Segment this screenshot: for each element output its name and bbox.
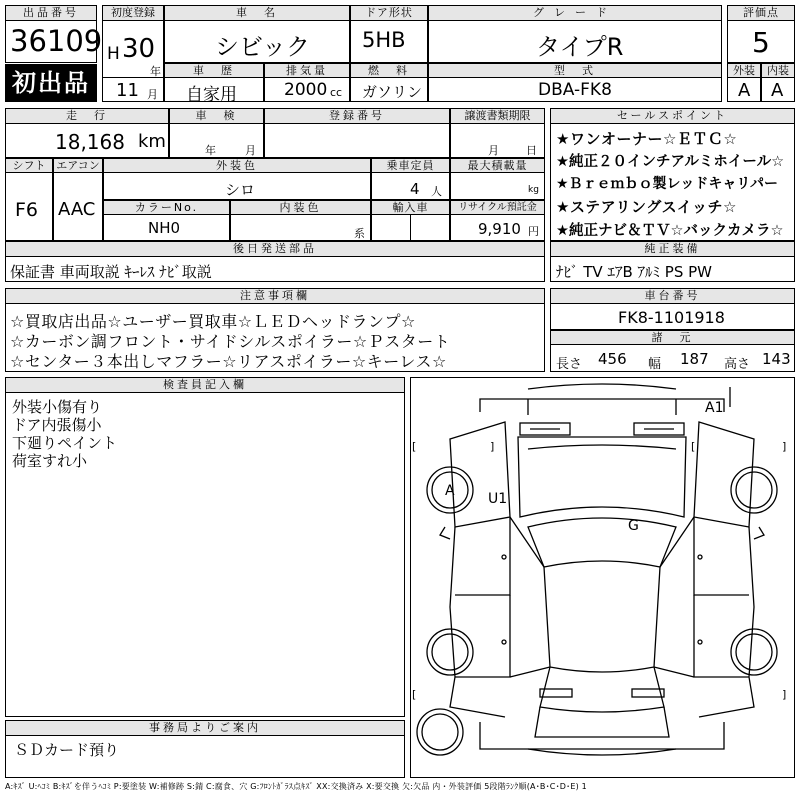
import-divider bbox=[410, 215, 411, 241]
bracket-close: ] bbox=[782, 688, 787, 701]
inspector-note: 荷室すれ小 bbox=[12, 452, 88, 470]
max-load-label: 最大積載量 bbox=[450, 158, 545, 173]
recycle-unit: 円 bbox=[528, 225, 539, 238]
registration-month: 11 bbox=[116, 80, 139, 101]
later-parts: 保証書 車両取説 ｷｰﾚｽ ﾅﾋﾞ取説 bbox=[10, 263, 212, 281]
later-parts-label: 後日発送部品 bbox=[5, 241, 545, 257]
ac-label: エアコン bbox=[53, 158, 103, 173]
inspection-month-unit: 月 bbox=[245, 144, 256, 157]
damage-mark-a1: A1 bbox=[705, 400, 724, 416]
shift-label: シフト bbox=[5, 158, 53, 173]
sales-point: ★ステアリングスイッチ☆ bbox=[556, 198, 737, 216]
displacement-label: 排気量 bbox=[264, 63, 350, 78]
transfer-deadline-label: 譲渡書類期限 bbox=[450, 108, 545, 124]
displacement: 2000 bbox=[284, 80, 328, 100]
mileage: 18,168 bbox=[55, 130, 125, 154]
damage-mark-u1: U1 bbox=[488, 491, 508, 507]
damage-mark-g: G bbox=[628, 518, 639, 534]
inspector-label: 検査員記入欄 bbox=[5, 377, 405, 393]
sales-point: ★Ｂｒｅｍｂｏ製レッドキャリパー bbox=[556, 176, 778, 192]
max-load-unit: kg bbox=[528, 185, 539, 195]
capacity-unit: 人 bbox=[431, 185, 442, 198]
car-diagram bbox=[410, 377, 795, 778]
divider bbox=[102, 77, 164, 78]
note-line: ☆センター３本出しマフラー☆リアスポイラー☆キーレス☆ bbox=[10, 352, 447, 371]
model-label: 型 式 bbox=[428, 63, 722, 78]
grade-label: グレード bbox=[428, 5, 722, 21]
import-label: 輸入車 bbox=[371, 200, 450, 215]
equipment: ﾅﾋﾞ TV ｴｱB ｱﾙﾐ PS PW bbox=[556, 263, 712, 281]
registration-number-label: 登録番号 bbox=[264, 108, 450, 124]
interior-color-unit: 系 bbox=[354, 227, 365, 240]
fuel: ガソリン bbox=[362, 83, 423, 101]
interior-color-label: 内装色 bbox=[230, 200, 371, 215]
score-label: 評価点 bbox=[727, 5, 795, 21]
era: H bbox=[107, 44, 120, 64]
bracket-close: ] bbox=[782, 440, 787, 453]
sales-point: ★純正ナビ＆ＴＶ☆バックカメラ☆ bbox=[556, 223, 784, 239]
history: 自家用 bbox=[186, 85, 237, 105]
inspector-note: 下廻りペイント bbox=[12, 434, 118, 452]
transfer-day-unit: 日 bbox=[526, 144, 537, 157]
year-unit: 年 bbox=[150, 65, 161, 78]
bracket-open: [ bbox=[412, 688, 417, 701]
length: 456 bbox=[598, 350, 627, 368]
office-note: ＳＤカード預り bbox=[14, 741, 120, 759]
inspection-year-unit: 年 bbox=[205, 144, 216, 157]
bracket-open: [ bbox=[691, 440, 696, 453]
exterior-color-label: 外装色 bbox=[103, 158, 371, 173]
dimensions-label: 諸 元 bbox=[550, 330, 795, 345]
note-line: ☆買取店出品☆ユーザー買取車☆ＬＥＤヘッドランプ☆ bbox=[10, 312, 416, 331]
color-number-label: カラーNo. bbox=[103, 200, 230, 215]
length-label: 長さ bbox=[556, 357, 583, 372]
car-name: シビック bbox=[215, 33, 311, 61]
width-label: 幅 bbox=[648, 357, 662, 372]
grade: タイプR bbox=[536, 33, 624, 61]
recycle-label: リサイクル預託金 bbox=[450, 200, 545, 215]
height: 143 bbox=[762, 350, 791, 368]
ac: AAC bbox=[58, 199, 96, 220]
note-line: ☆カーボン調フロント・サイドシルスポイラー☆Ｐスタート bbox=[10, 332, 451, 351]
displacement-unit: cc bbox=[330, 86, 343, 99]
interior-grade: A bbox=[771, 80, 784, 101]
mileage-unit: km bbox=[138, 131, 166, 152]
color-number: NH0 bbox=[148, 219, 181, 237]
mileage-label: 走 行 bbox=[5, 108, 169, 124]
interior-grade-label: 内装 bbox=[761, 63, 795, 78]
door-label: ドア形状 bbox=[350, 5, 428, 21]
exterior-grade-label: 外装 bbox=[727, 63, 761, 78]
width: 187 bbox=[680, 350, 709, 368]
recycle-deposit: 9,910 bbox=[478, 220, 521, 238]
inspector-note: ドア内張傷小 bbox=[12, 416, 102, 434]
bracket-open: [ bbox=[412, 440, 417, 453]
chassis-number: FK8-1101918 bbox=[618, 308, 725, 327]
month-unit: 月 bbox=[147, 88, 158, 101]
score: 5 bbox=[752, 26, 770, 59]
first-listing-badge: 初出品 bbox=[5, 64, 97, 102]
damage-legend: A:ｷｽﾞ U:ﾍｺﾐ B:ｷｽﾞを伴うﾍｺﾐ P:要塗装 W:補修跡 S:錆 C:腐食、穴 G:ﾌﾛﾝﾄｶﾞﾗｽ点ｷｽﾞ XX:交換済み X:要交換 欠:欠品 内・外装評価 5段階ﾗﾝｸ順(A･B･C･D･E) 1 bbox=[5, 782, 587, 791]
sales-point: ★ワンオーナー☆ＥＴＣ☆ bbox=[556, 130, 738, 148]
fuel-label: 燃 料 bbox=[350, 63, 428, 78]
inspector-note: 外装小傷有り bbox=[12, 398, 103, 416]
sales-point: ★純正２０インチアルミホイール☆ bbox=[556, 154, 785, 170]
transfer-month-unit: 月 bbox=[488, 144, 499, 157]
bracket-close: ] bbox=[490, 440, 495, 453]
height-label: 高さ bbox=[724, 357, 751, 372]
shift: F6 bbox=[15, 199, 39, 221]
damage-mark-a: A bbox=[445, 483, 455, 499]
registration-year: 30 bbox=[122, 34, 156, 64]
first-registration-label: 初度登録 bbox=[102, 5, 164, 21]
inspection-label: 車 検 bbox=[169, 108, 264, 124]
exterior-grade: A bbox=[738, 80, 751, 101]
equipment-label: 純正装備 bbox=[550, 241, 795, 257]
model-code: DBA-FK8 bbox=[538, 80, 612, 100]
history-label: 車 歴 bbox=[164, 63, 264, 78]
chassis-label: 車台番号 bbox=[550, 288, 795, 304]
sales-points-label: セールスポイント bbox=[550, 108, 795, 124]
lot-number: 36109 bbox=[10, 24, 103, 58]
car-name-label: 車 名 bbox=[164, 5, 350, 21]
door-type: 5HB bbox=[362, 28, 406, 52]
capacity: 4 bbox=[410, 180, 420, 198]
exterior-color: シロ bbox=[225, 181, 256, 199]
capacity-label: 乗車定員 bbox=[371, 158, 450, 173]
notes-label: 注意事項欄 bbox=[5, 288, 545, 304]
lot-number-label: 出品番号 bbox=[5, 5, 97, 21]
office-label: 事務局よりご案内 bbox=[5, 720, 405, 736]
